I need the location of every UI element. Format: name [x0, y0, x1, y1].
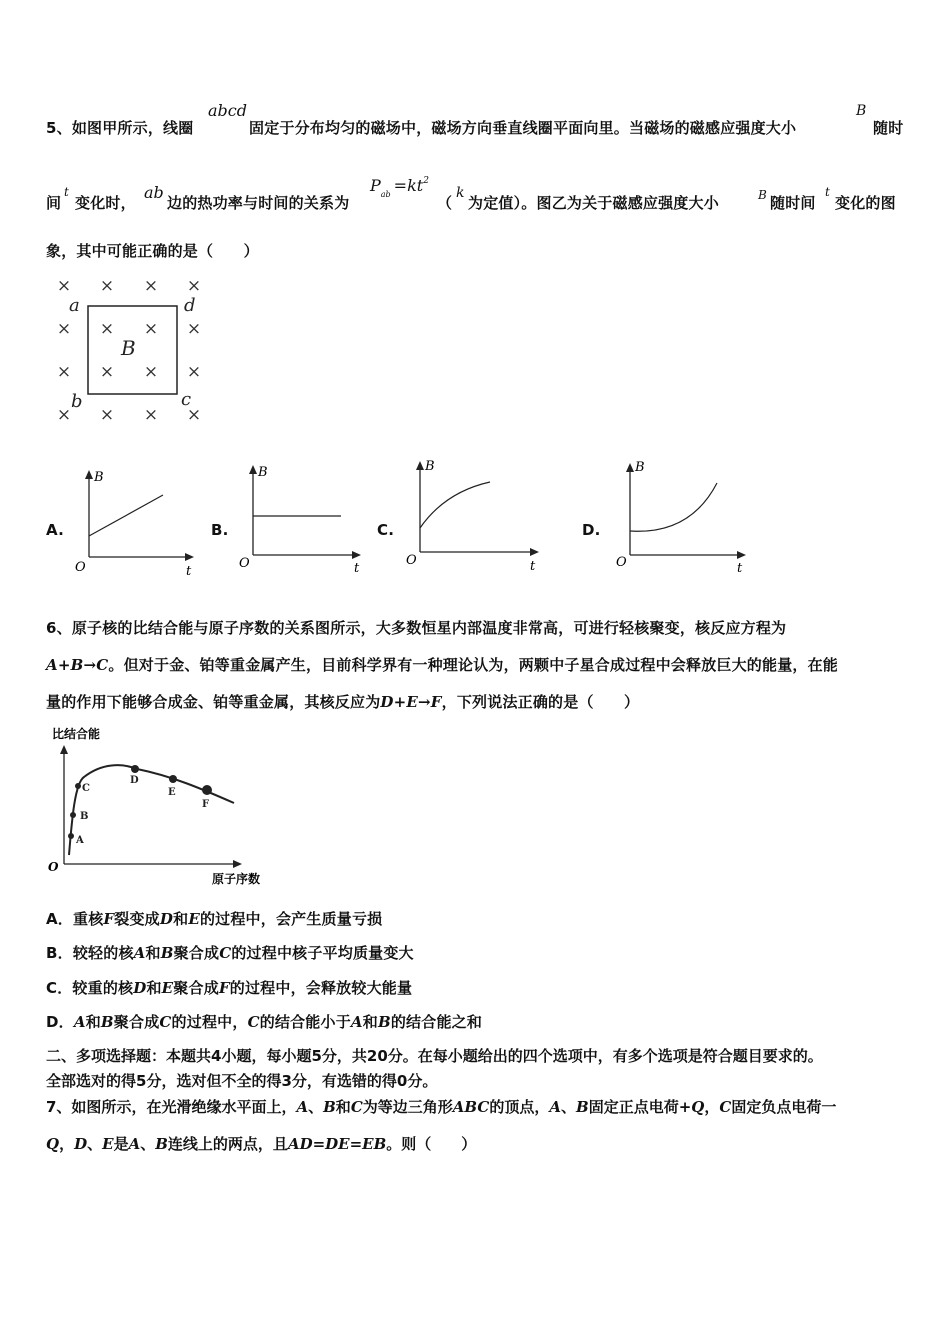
q7-symbol: D	[74, 1135, 88, 1153]
q7-text: 、	[140, 1135, 156, 1153]
choice-letter: D．	[46, 1013, 74, 1031]
q5-symbol-B-2: B	[758, 188, 767, 202]
q5-graph-d	[610, 455, 750, 575]
q5-line1-prefix: 5、如图甲所示，线圈	[46, 119, 194, 137]
choice-letter: C．	[46, 979, 73, 997]
cross-mark: ×	[56, 405, 72, 421]
cross-mark: ×	[143, 319, 159, 339]
chart-x-label: 原子序数	[212, 872, 261, 886]
point-B-marker	[70, 812, 76, 818]
choice-text: 聚合成	[113, 1013, 160, 1031]
field-label-B: B	[121, 336, 136, 360]
q5-line2-e: 随时间	[770, 194, 816, 212]
q7-text: 的顶点，	[489, 1098, 550, 1116]
choice-text: 聚合成	[173, 944, 220, 962]
q5-graph-b	[235, 457, 375, 577]
choice-text: 聚合成	[173, 979, 219, 997]
q5-edge-ab: ab	[144, 183, 164, 202]
choice-text: 重核	[73, 910, 104, 928]
q7-text: 、	[308, 1098, 324, 1116]
nucleus-symbol: A	[133, 944, 146, 962]
section2-instructions-2: 全部选对的得5分，选对但不全的得3分，有选错的得0分。	[46, 1072, 438, 1090]
choice-letter: A．	[46, 910, 74, 928]
origin-label: O	[75, 560, 86, 575]
choice-text: 的过程中，会产生质量亏损	[199, 910, 383, 928]
nucleus-symbol: D	[133, 979, 147, 997]
origin-label: O	[406, 553, 417, 568]
q7-text: 连线上的两点，且	[167, 1135, 288, 1153]
q7-symbol: A	[549, 1098, 561, 1116]
q7-text: 7、如图所示，在光滑绝缘水平面上，	[46, 1098, 297, 1116]
axis-y-label: B	[94, 470, 104, 485]
point-A-label: A	[76, 835, 84, 846]
q7-text: 。则（ ）	[386, 1135, 477, 1153]
q6-line3-b: ，下列说法正确的是（ ）	[441, 693, 640, 711]
q6-choice-b[interactable]	[46, 942, 414, 963]
q7-symbol: C	[350, 1098, 363, 1116]
q5-line2-f: 变化的图	[835, 194, 896, 212]
nucleus-symbol: B	[100, 1013, 114, 1031]
q5-power-formula	[370, 176, 429, 199]
point-D-marker	[131, 765, 139, 773]
q7-text: 和	[335, 1098, 351, 1116]
nucleus-symbol: A	[350, 1013, 363, 1031]
q7-symbol: C	[719, 1098, 732, 1116]
origin-label: O	[616, 555, 627, 570]
cross-mark: ×	[99, 319, 115, 339]
point-D-label: D	[130, 775, 139, 786]
axis-y-label: B	[258, 465, 268, 480]
choice-text: 的过程中，	[171, 1013, 248, 1031]
nucleus-symbol: F	[103, 910, 115, 928]
q5-symbol-k: k	[456, 185, 465, 201]
nucleus-symbol: E	[188, 910, 200, 928]
cross-mark: ×	[99, 405, 115, 421]
axis-x-label: t	[354, 561, 360, 576]
q5-line1	[46, 117, 193, 138]
q5-line2-c: 边的热功率与时间的关系为	[167, 194, 350, 212]
formula-sub: ab	[380, 190, 391, 199]
point-E-label: E	[168, 787, 176, 798]
choice-text: 的结合能小于	[259, 1013, 351, 1031]
choice-text: 和	[362, 1013, 378, 1031]
nucleus-symbol: D	[159, 910, 174, 928]
nucleus-symbol: C	[247, 1013, 260, 1031]
q5-line1-end: 随时	[873, 119, 904, 137]
q6-choice-c[interactable]	[46, 977, 412, 998]
choice-text: 较重的核	[72, 979, 134, 997]
cross-mark: ×	[56, 319, 72, 339]
point-F-marker	[202, 785, 212, 795]
q5-option-b-label: B.	[211, 521, 229, 539]
cross-mark: ×	[99, 276, 115, 296]
q5-option-c-label: C.	[377, 521, 395, 539]
q5-symbol-t-1: t	[64, 185, 69, 199]
point-B-label: B	[80, 811, 89, 822]
axis-y-label: B	[635, 460, 645, 475]
nucleus-symbol: B	[377, 1013, 391, 1031]
axis-x-label: t	[530, 559, 536, 572]
q7-symbol: Q	[46, 1135, 60, 1153]
q7-symbol: A	[296, 1098, 309, 1116]
q5-symbol-t-2: t	[825, 185, 830, 199]
corner-d: d	[184, 295, 196, 316]
q7-text: ，	[59, 1135, 75, 1153]
cross-mark: ×	[56, 276, 72, 296]
q5-line2-d: 为定值）。图乙为关于磁感应强度大小	[468, 194, 719, 212]
q6-line1: 6、原子核的比结合能与原子序数的关系图所示，大多数恒星内部温度非常高，可进行轻核聚变，核反应方程为	[46, 619, 787, 637]
point-A-marker	[68, 833, 74, 839]
cross-mark: ×	[56, 362, 72, 382]
q7-symbol: E	[102, 1135, 114, 1153]
cross-mark: ×	[186, 405, 202, 421]
q7-line2	[46, 1133, 476, 1154]
cross-mark: ×	[186, 362, 202, 382]
q7-text: 、	[560, 1098, 576, 1116]
q7-symbol: B	[576, 1098, 589, 1116]
origin-label: O	[239, 556, 250, 571]
q6-equation-heavy: D+E→F	[380, 693, 442, 711]
q5-line2-b: 变化时，	[75, 194, 136, 212]
q5-coil-name: abcd	[208, 101, 247, 120]
section2-instructions-1: 二、多项选择题：本题共4小题，每小题5分，共20分。在每小题给出的四个选项中，有多个选项是符合题目要求的。	[46, 1047, 823, 1065]
q5-option-a-label: A.	[46, 521, 64, 539]
q6-line3-a: 量的作用下能够合成金、铂等重金属，其核反应为	[46, 693, 381, 711]
corner-c: c	[181, 389, 192, 410]
q5-line1-mid: 固定于分布均匀的磁场中，磁场方向垂直线圈平面向里。当磁场的磁感应强度大小	[249, 119, 797, 137]
choice-text: 的过程中核子平均质量变大	[231, 944, 414, 962]
formula-P: P	[370, 176, 381, 195]
q7-symbol: ABC	[452, 1098, 490, 1116]
point-E-marker	[169, 775, 177, 783]
choice-text: 的结合能之和	[390, 1013, 483, 1031]
chart-origin-label: O	[48, 860, 59, 874]
choice-letter: B．	[46, 944, 73, 962]
cross-mark: ×	[143, 362, 159, 382]
q6-line2	[46, 654, 838, 675]
cross-mark: ×	[186, 319, 202, 339]
q7-symbol: A	[128, 1135, 141, 1153]
q5-line2-a: 间	[46, 194, 62, 212]
nucleus-symbol: A	[73, 1013, 86, 1031]
choice-text: 裂变成	[114, 910, 160, 928]
q7-symbol: Q	[691, 1098, 705, 1116]
q7-symbol: B	[323, 1098, 336, 1116]
point-F-label: F	[202, 799, 210, 810]
q6-equation-fusion: A+B→C	[46, 656, 109, 674]
choice-text: 较轻的核	[72, 944, 134, 962]
formula-rhs: =kt	[393, 176, 424, 195]
binding-energy-chart	[42, 723, 272, 888]
binding-energy-curve	[69, 765, 234, 855]
q7-text: 固定负点电荷一	[731, 1098, 837, 1116]
graph-a-curve	[89, 495, 163, 536]
q7-text: 固定正点电荷+	[588, 1098, 692, 1116]
q5-symbol-B: B	[856, 103, 867, 119]
q7-text: 是	[113, 1135, 129, 1153]
corner-b: b	[71, 391, 83, 412]
q5-option-d-label: D.	[582, 521, 601, 539]
q7-text: 为等边三角形	[362, 1098, 453, 1116]
q6-choice-d[interactable]	[46, 1011, 482, 1032]
axis-x-label: t	[737, 561, 743, 575]
q7-symbol: AD=DE=EB	[287, 1135, 387, 1153]
axis-x-label: t	[186, 564, 192, 579]
chart-y-label: 比结合能	[52, 727, 101, 741]
graph-c-curve	[420, 482, 490, 528]
q6-choice-a[interactable]	[46, 908, 382, 929]
q5-paren-open: （	[437, 194, 453, 212]
q7-text: ，	[704, 1098, 720, 1116]
q7-text: 、	[87, 1135, 103, 1153]
cross-mark: ×	[143, 276, 159, 296]
cross-mark: ×	[143, 405, 159, 421]
nucleus-symbol: C	[159, 1013, 172, 1031]
nucleus-symbol: C	[219, 944, 232, 962]
q6-line2-text: 。但对于金、铂等重金属产生，目前科学界有一种理论认为，两颗中子星合成过程中会释放巨大的能量，在能	[108, 656, 839, 674]
q5-graph-a	[70, 460, 205, 580]
cross-mark: ×	[99, 362, 115, 382]
q5-line3: 象，其中可能正确的是（ ）	[46, 242, 259, 260]
graph-d-curve	[630, 483, 717, 531]
corner-a: a	[69, 295, 80, 316]
choice-text: 和	[173, 910, 189, 928]
choice-text: 的过程中，会释放较大能量	[229, 979, 413, 997]
axis-y-label: B	[425, 459, 435, 474]
nucleus-symbol: B	[160, 944, 174, 962]
q6-line3	[46, 691, 639, 712]
point-C-label: C	[82, 783, 90, 794]
point-C-marker	[75, 783, 81, 789]
nucleus-symbol: E	[161, 979, 174, 997]
choice-text: 和	[85, 1013, 101, 1031]
choice-text: 和	[145, 944, 161, 962]
q5-graph-c	[400, 452, 545, 572]
q7-line1	[46, 1096, 836, 1117]
q5-coil-figure	[45, 276, 215, 421]
q7-symbol: B	[155, 1135, 168, 1153]
nucleus-symbol: F	[218, 979, 230, 997]
cross-mark: ×	[186, 276, 202, 296]
choice-text: 和	[146, 979, 162, 997]
formula-exp: 2	[423, 176, 429, 186]
